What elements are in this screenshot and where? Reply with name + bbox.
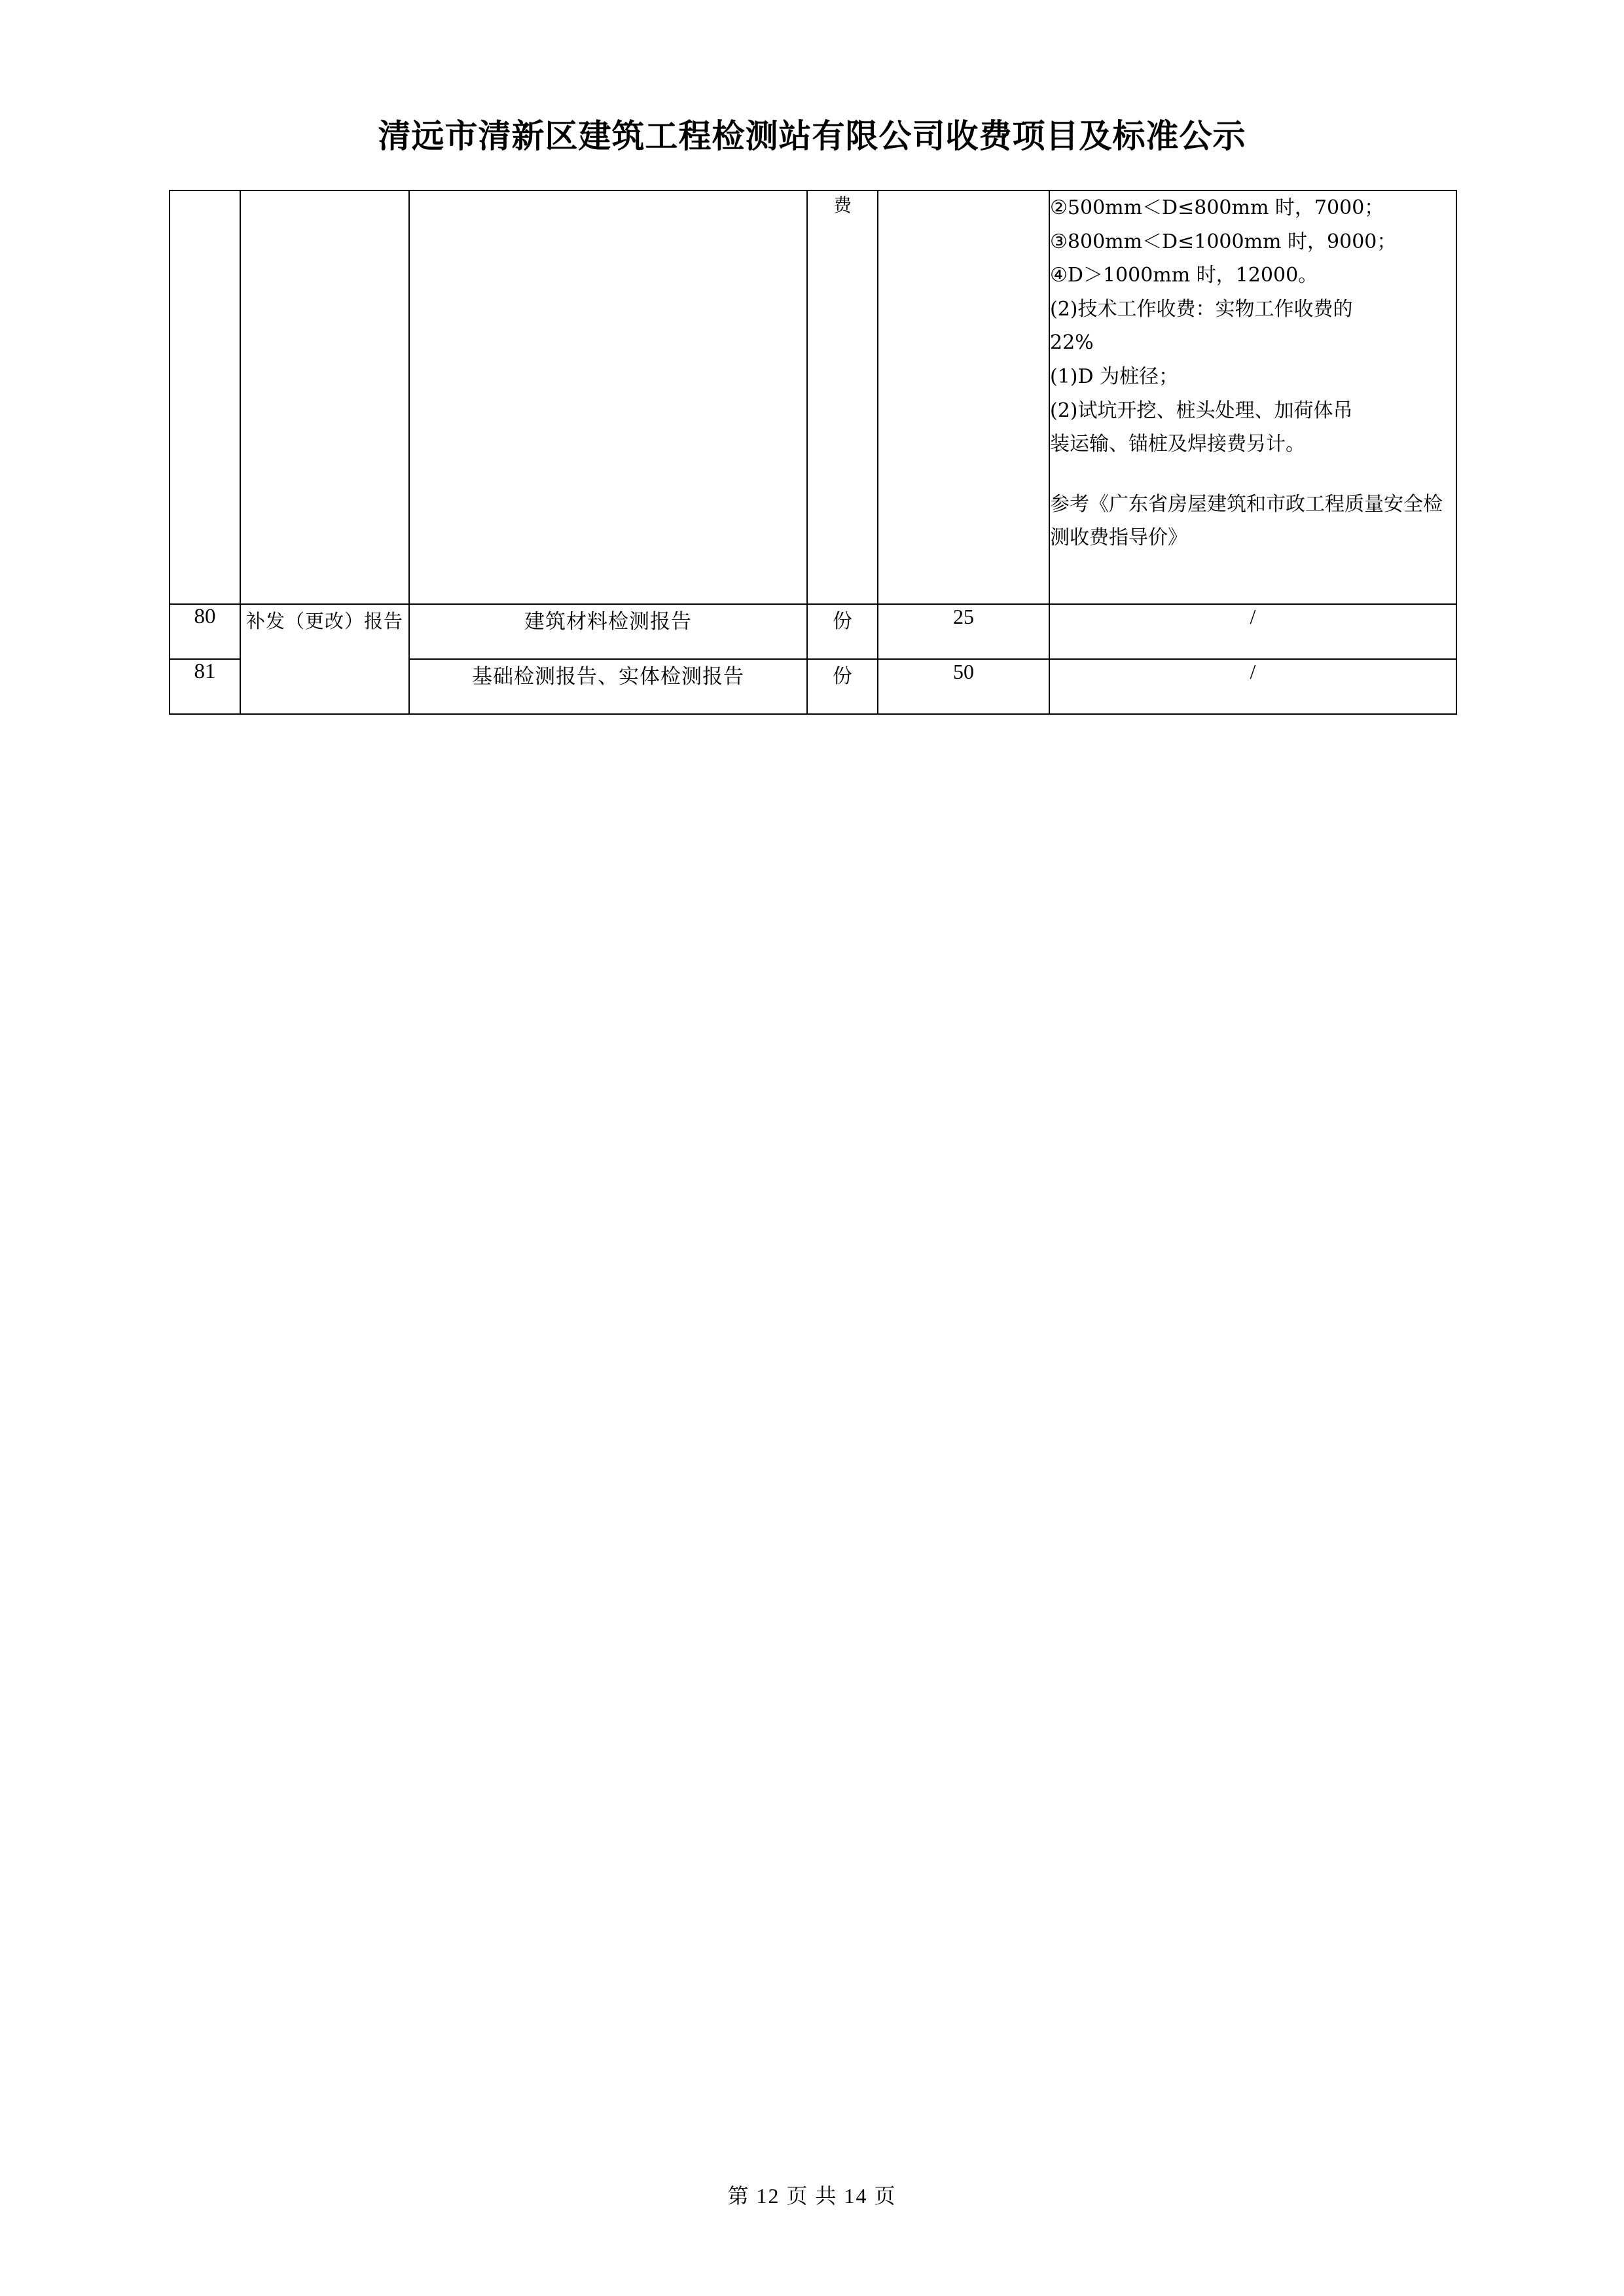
cell-price: 50	[878, 659, 1049, 714]
note-line-3: ④D＞1000mm 时，12000。	[1050, 264, 1318, 287]
note-line-5: 22%	[1050, 331, 1094, 355]
page-title: 清远市清新区建筑工程检测站有限公司收费项目及标准公示	[378, 118, 1246, 154]
cell-category	[240, 190, 409, 604]
cell-unit: 份	[807, 604, 878, 659]
cell-no: 81	[170, 659, 240, 714]
table-row	[170, 604, 1456, 659]
fee-table	[169, 190, 1457, 715]
note-line-4: (2)技术工作收费：实物工作收费的	[1050, 297, 1353, 321]
note-line-1: ②500mm＜D≤800mm 时，7000；	[1050, 196, 1384, 219]
cell-note	[1049, 190, 1456, 604]
note-line-8: 装运输、锚桩及焊接费另计。	[1050, 433, 1305, 456]
cell-item	[409, 190, 807, 604]
cell-no	[170, 190, 240, 604]
note-line-6: (1)D 为桩径；	[1050, 365, 1179, 388]
cell-note: /	[1049, 604, 1456, 659]
cell-unit: 费	[807, 190, 878, 604]
cell-item: 建筑材料检测报告	[409, 604, 807, 659]
table-row-continued	[170, 190, 1456, 604]
cell-item: 基础检测报告、实体检测报告	[409, 659, 807, 714]
note-line-7: (2)试坑开挖、桩头处理、加荷体吊	[1050, 399, 1353, 422]
page-footer: 第 12 页 共 14 页	[727, 2184, 897, 2208]
cell-price	[878, 190, 1049, 604]
cell-category: 补发（更改）报告	[240, 604, 409, 714]
cell-note: /	[1049, 659, 1456, 714]
cell-unit: 份	[807, 659, 878, 714]
cell-no: 80	[170, 604, 240, 659]
cell-price: 25	[878, 604, 1049, 659]
note-line-2: ③800mm＜D≤1000mm 时，9000；	[1050, 230, 1397, 253]
note-reference: 参考《广东省房屋建筑和市政工程质量安全检测收费指导价》	[1050, 492, 1443, 550]
